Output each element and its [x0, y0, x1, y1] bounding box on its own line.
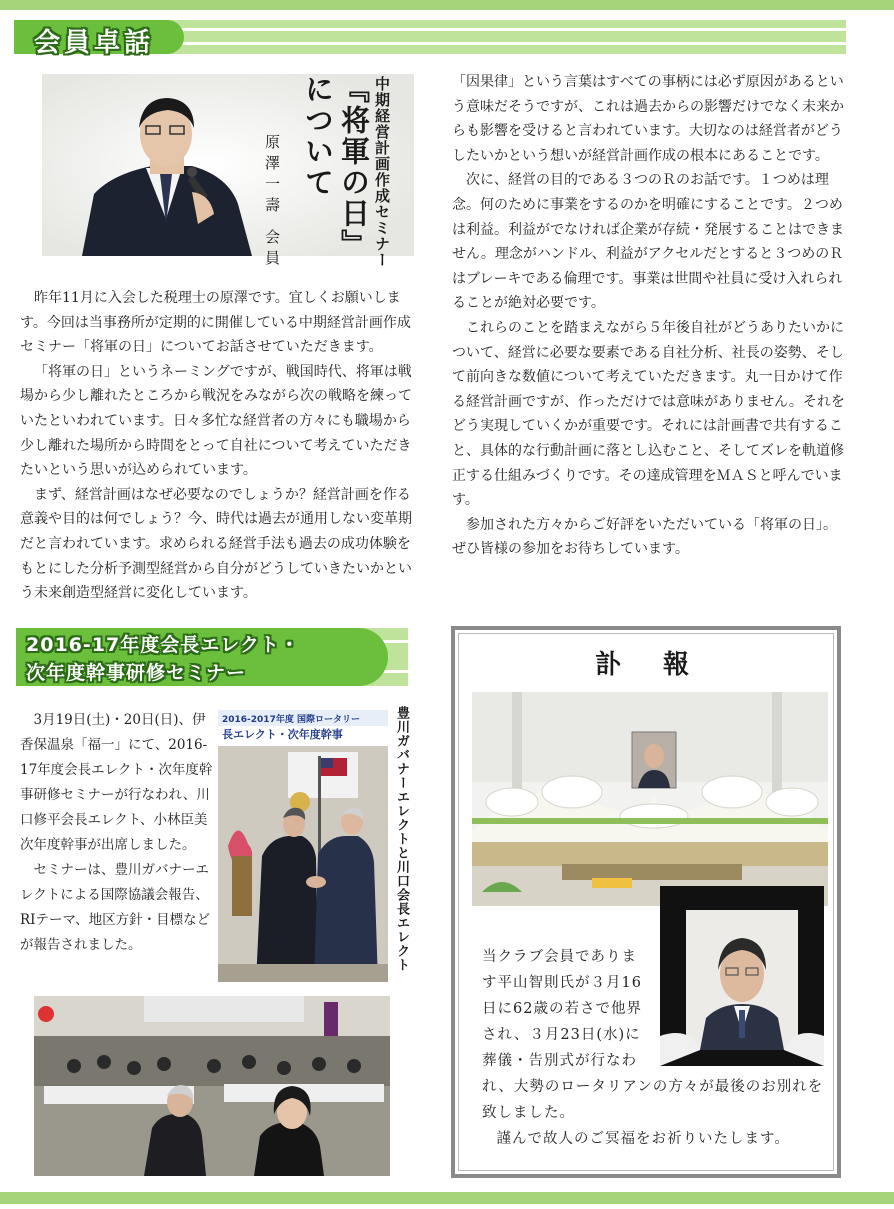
- seminar-text: [20, 708, 214, 958]
- svg-text:長エレクト・次年度幹事: 長エレクト・次年度幹事: [222, 728, 343, 741]
- top-border: [0, 0, 894, 10]
- paragraph: 昨年11月に入会した税理士の原澤です。宜しくお願いします。今回は当事務所が定期的に開催している中期経営計画作成セミナー「将軍の日」についてお話させていただきます。: [20, 290, 411, 356]
- paragraph: 「将軍の日」というネーミングですが、戦国時代、将軍は戦場から少し離れたところから戦況をみながら次の戦略を練っていたといわれています。日々多忙な経営者の方々にも職場から少し離れた場所から時間をとって自社について考えていただきたいという思いが込められています。: [20, 363, 412, 479]
- svg-text:2016-2017年度 国際ロータリー: 2016-2017年度 国際ロータリー: [222, 715, 360, 725]
- funeral-altar-photo: [472, 692, 828, 906]
- section-title-seminar-line1: 2016-17年度会長エレクト・: [26, 634, 300, 656]
- section-title-speech: 会員卓話: [34, 28, 155, 58]
- paragraph: セミナーは、豊川ガバナーエレクトによる国際協議会報告、RIテーマ、地区方針・目標などが報告されました。: [20, 862, 211, 953]
- obituary-text: [472, 944, 832, 1152]
- section-title-seminar-line2: 次年度幹事研修セミナー: [26, 662, 247, 684]
- paragraph: これらのことを踏まえながら５年後自社がどうありたいかについて、経営に必要な要素である自社分析、社長の姿勢、そして前向きな数値について考えていただきます。丸一日かけて作る経営計画ですが、作っただけでは意味がありません。それをどう実現していくかが重要です。それには計画書で共有すること、具体的な行動計画に落とし込むこと、そしてズレを軌道修正する仕組みづくりです。その達成管理をＭＡＳと呼んでいます。: [452, 319, 845, 509]
- handshake-photo-caption: 豊川ガバナーエレクトと川口会長エレクト: [394, 706, 409, 972]
- paragraph: 次に、経営の目的である３つのＲのお話です。１つめは理念。何のために事業をするのかを明確にすることです。２つめは利益。利益がでなければ企業が存続・発展することはできません。理念がハンドル、利益がアクセルだとすると３つめのＲはブレーキである倫理です。事業は世間や社員に受け入れられることが絶対必要です。: [452, 172, 844, 312]
- obituary-title: 訃 報: [594, 650, 697, 680]
- article-title: 『将軍の日』について: [301, 74, 371, 260]
- paragraph: 「因果律」という言葉はすべての事柄には必ず原因があるという意味だそうですが、これは過去からの影響だけでなく未来からも影響を受けると言われています。大切なのは経営者がどうしたいかという想いが経営計画作成の根本にあることです。: [452, 74, 844, 164]
- bottom-border: [0, 1192, 894, 1204]
- paragraph: 参加された方々からご好評をいただいている「将軍の日」。ぜひ皆様の参加をお待ちしています。: [452, 516, 837, 558]
- speech-left-column: [20, 286, 416, 606]
- portrait-float-spacer: [656, 944, 832, 1066]
- obituary-paragraph-1: 当クラブ会員でありま す平山智則氏が３月16日に62歳の若さで他界され、３月23日(水)に葬儀・告別式が行なわれ、大勢のロータリアンの方々が最後のお別れを致しました。: [482, 949, 824, 1121]
- obituary-paragraph-2: 謹んで故人のご冥福をお祈りいたします。: [496, 1131, 790, 1147]
- paragraph: 3月19日(土)・20日(日)、伊香保温泉「福一」にて、2016-17年度会長エレクト・次年度幹事研修セミナーが行なわれ、川口修平会長エレクト、小林臣美次年度幹事が出席しました。: [20, 712, 213, 853]
- speaker-name: 原澤一壽 会員: [263, 134, 281, 271]
- seminar-meeting-photo: [34, 996, 390, 1176]
- seminar-label: 中期経営計画作成セミナー: [373, 76, 391, 268]
- handshake-photo: [218, 706, 388, 982]
- speech-right-column: [452, 70, 846, 562]
- paragraph: まず、経営計画はなぜ必要なのでしょうか？経営計画を作る意義や目的は何でしょう？今、時代は過去が通用しない変革期だと言われています。求められる経営手法も過去の成功体験をもとにした分析予測型経営から自分がどうしていきたいかという未来創造型経営に変化しています。: [20, 486, 412, 602]
